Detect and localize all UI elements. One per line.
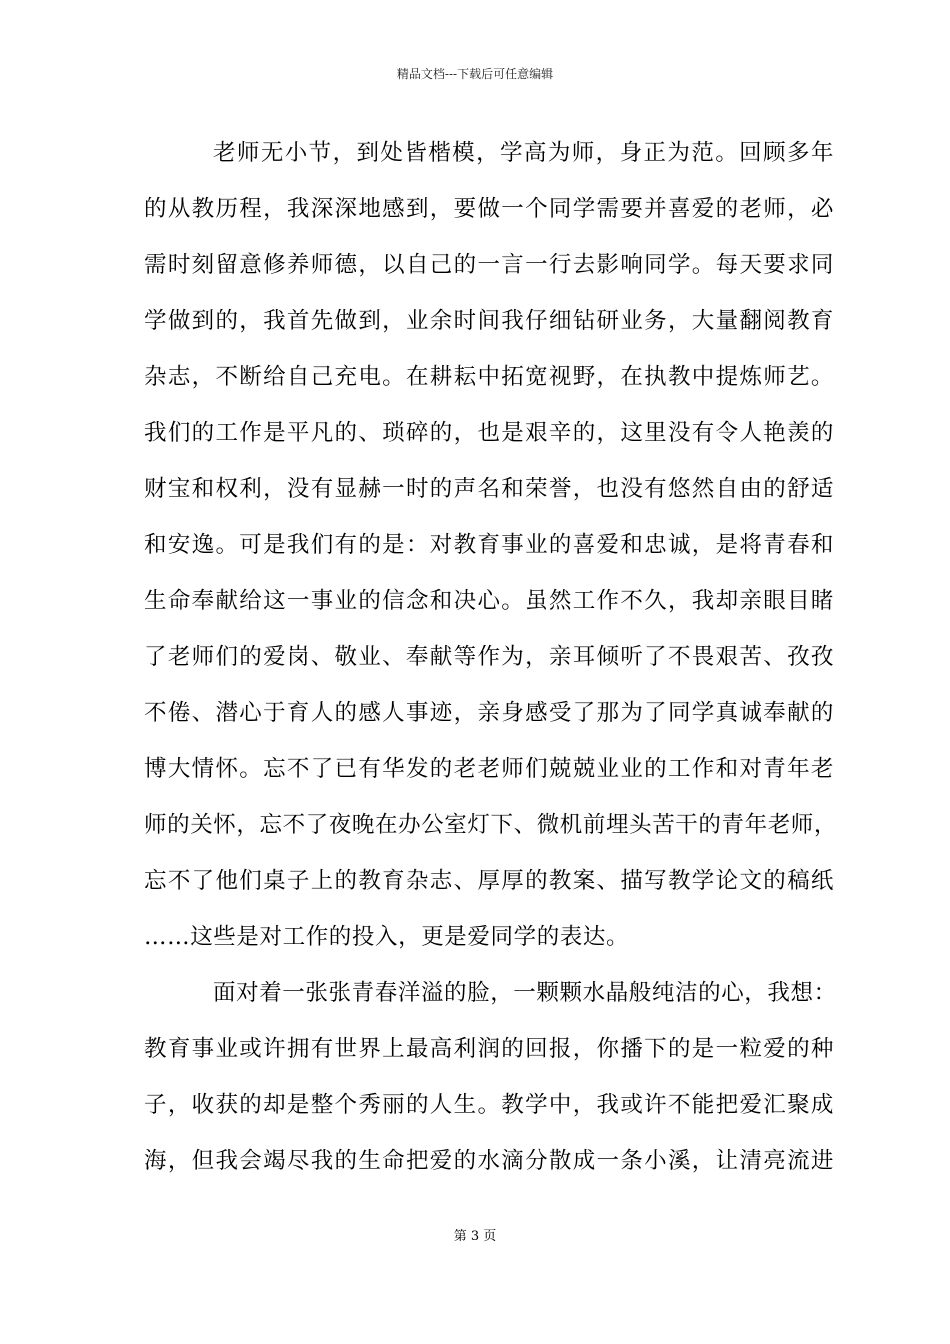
text-line: 不倦、潜心于育人的感人事迹，亲身感受了那为了同学真诚奉献的 (144, 700, 834, 726)
text-line: ……这些是对工作的投入，更是爱同学的表达。 (144, 924, 630, 950)
text-line: 学做到的，我首先做到，业余时间我仔细钻研业务，大量翻阅教育 (144, 308, 834, 334)
text-line: 了老师们的爱岗、敬业、奉献等作为，亲耳倾听了不畏艰苦、孜孜 (144, 644, 834, 670)
page-number: 第 3 页 (453, 1229, 497, 1244)
text-line: 子，收获的却是整个秀丽的人生。教学中，我或许不能把爱汇聚成 (144, 1092, 834, 1118)
document-body (144, 133, 838, 1197)
text-line: 需时刻留意修养师德，以自己的一言一行去影响同学。每天要求同 (144, 252, 834, 278)
text-line: 面对着一张张青春洋溢的脸，一颗颗水晶般纯洁的心，我想： (213, 980, 837, 1006)
text-line: 生命奉献给这一事业的信念和决心。虽然工作不久，我却亲眼目睹 (144, 588, 834, 614)
text-line: 和安逸。可是我们有的是：对教育事业的喜爱和忠诚，是将青春和 (144, 532, 834, 558)
text-line: 忘不了他们桌子上的教育杂志、厚厚的教案、描写教学论文的稿纸 (144, 868, 834, 894)
text-line: 师的关怀，忘不了夜晚在办公室灯下、微机前埋头苦干的青年老师， (144, 812, 838, 838)
text-line: 海，但我会竭尽我的生命把爱的水滴分散成一条小溪，让清亮流进 (144, 1148, 834, 1174)
paragraph (144, 973, 837, 1197)
text-line: 我们的工作是平凡的、琐碎的，也是艰辛的，这里没有令人艳羡的 (144, 420, 834, 446)
page-header: 精品文档---下载后可任意编辑 (396, 67, 554, 81)
text-line: 博大情怀。忘不了已有华发的老老师们兢兢业业的工作和对青年老 (144, 756, 834, 782)
text-line: 教育事业或许拥有世界上最高利润的回报，你播下的是一粒爱的种 (144, 1036, 834, 1062)
text-line: 的从教历程，我深深地感到，要做一个同学需要并喜爱的老师，必 (144, 196, 834, 222)
paragraph (144, 133, 838, 973)
text-line: 老师无小节，到处皆楷模，学高为师，身正为范。回顾多年 (213, 140, 834, 166)
text-line: 杂志，不断给自己充电。在耕耘中拓宽视野，在执教中提炼师艺。 (144, 364, 834, 390)
text-line: 财宝和权利，没有显赫一时的声名和荣誉，也没有悠然自由的舒适 (144, 476, 834, 502)
